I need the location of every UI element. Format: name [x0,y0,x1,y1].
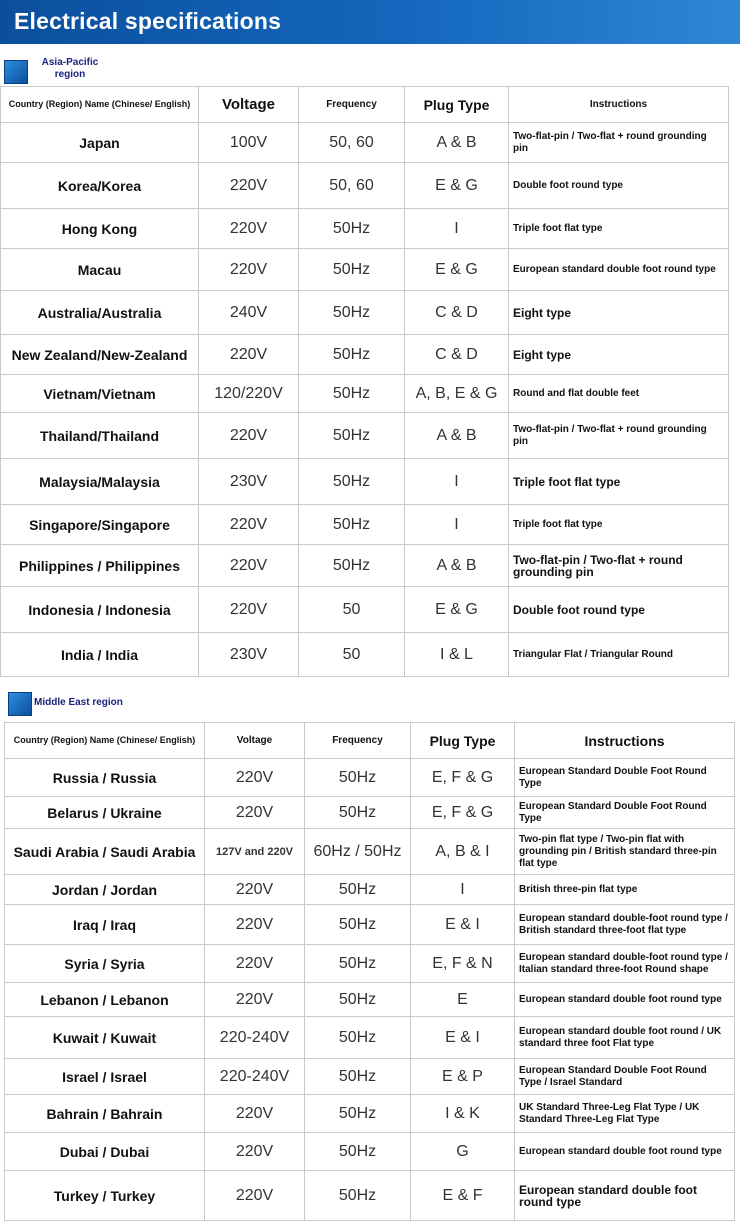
country-cell: Turkey / Turkey [5,1171,205,1221]
table-row [1,505,729,545]
instructions-cell: European standard double-foot round type / Italian standard three-foot Round shape [515,945,735,983]
voltage-cell: 220V [199,587,299,633]
header-instructions: Instructions [509,87,729,123]
table-row [5,1171,735,1221]
middle-east-table [4,722,735,1221]
country-cell: Israel / Israel [5,1059,205,1095]
instructions-cell: Eight type [509,291,729,335]
country-cell: Malaysia/Malaysia [1,459,199,505]
voltage-cell: 220-240V [205,1017,305,1059]
instructions-cell: Double foot round type [509,587,729,633]
plug-type-cell: I & L [405,633,509,677]
voltage-cell: 220V [205,759,305,797]
frequency-cell: 50Hz [299,413,405,459]
frequency-cell: 50Hz [299,375,405,413]
table-row [1,459,729,505]
country-cell: Russia / Russia [5,759,205,797]
country-cell: India / India [1,633,199,677]
voltage-cell: 100V [199,123,299,163]
voltage-cell: 220V [205,905,305,945]
country-cell: Jordan / Jordan [5,875,205,905]
frequency-cell: 50Hz [299,249,405,291]
instructions-cell: Double foot round type [509,163,729,209]
table-row [1,335,729,375]
plug-type-cell: E, F & G [411,759,515,797]
instructions-cell: Two-flat-pin / Two-flat + round grounding pin [509,123,729,163]
plug-type-cell: E & P [411,1059,515,1095]
country-cell: Kuwait / Kuwait [5,1017,205,1059]
country-cell: Lebanon / Lebanon [5,983,205,1017]
frequency-cell: 50Hz [305,797,411,829]
region-title-middle-east: Middle East region [34,697,123,708]
voltage-cell: 127V and 220V [205,829,305,875]
table-row [1,209,729,249]
country-cell: Vietnam/Vietnam [1,375,199,413]
plug-type-cell: E [411,983,515,1017]
plug-type-cell: I & K [411,1095,515,1133]
table-row [5,759,735,797]
page-title: Electrical specifications [14,8,282,34]
instructions-cell: European Standard Double Foot Round Type [515,797,735,829]
voltage-cell: 220V [205,875,305,905]
plug-type-cell: E, F & N [411,945,515,983]
table-row [1,163,729,209]
country-cell: Saudi Arabia / Saudi Arabia [5,829,205,875]
plug-type-cell: C & D [405,335,509,375]
voltage-cell: 220V [199,249,299,291]
plug-type-cell: C & D [405,291,509,335]
header-country: Country (Region) Name (Chinese/ English) [1,87,199,123]
header-voltage: Voltage [199,87,299,123]
country-cell: Iraq / Iraq [5,905,205,945]
country-cell: Indonesia / Indonesia [1,587,199,633]
frequency-cell: 50Hz [305,875,411,905]
frequency-cell: 50Hz [299,459,405,505]
region-title-asia: Asia-Pacific region [41,57,99,80]
header-frequency: Frequency [305,723,411,759]
table-row [5,1133,735,1171]
instructions-cell: Two-flat-pin / Two-flat + round grounding pin [509,545,729,587]
frequency-cell: 50Hz [305,945,411,983]
country-cell: Philippines / Philippines [1,545,199,587]
instructions-cell: European standard double foot round / UK standard three foot Flat type [515,1017,735,1059]
table-row [1,123,729,163]
instructions-cell: European Standard Double Foot Round Type [515,759,735,797]
voltage-cell: 230V [199,633,299,677]
table-row [5,945,735,983]
instructions-cell: Two-flat-pin / Two-flat + round grounding pin [509,413,729,459]
voltage-cell: 220V [205,1171,305,1221]
voltage-cell: 220V [205,797,305,829]
instructions-cell: Triple foot flat type [509,459,729,505]
voltage-cell: 220V [199,545,299,587]
instructions-cell: Eight type [509,335,729,375]
country-cell: Macau [1,249,199,291]
plug-type-cell: E & I [411,1017,515,1059]
plug-type-cell: G [411,1133,515,1171]
table-row [5,983,735,1017]
table-row [1,545,729,587]
frequency-cell: 60Hz / 50Hz [305,829,411,875]
frequency-cell: 50, 60 [299,123,405,163]
voltage-cell: 230V [199,459,299,505]
table-row [1,587,729,633]
frequency-cell: 50Hz [305,905,411,945]
header-plug-type: Plug Type [405,87,509,123]
frequency-cell: 50Hz [305,759,411,797]
region-marker-icon [4,60,28,84]
plug-type-cell: A, B & I [411,829,515,875]
plug-type-cell: E & I [411,905,515,945]
table-row [5,829,735,875]
country-cell: Thailand/Thailand [1,413,199,459]
header-country: Country (Region) Name (Chinese/ English) [5,723,205,759]
table-row [5,797,735,829]
voltage-cell: 220-240V [205,1059,305,1095]
plug-type-cell: I [411,875,515,905]
header-instructions: Instructions [515,723,735,759]
title-banner [0,0,740,44]
voltage-cell: 120/220V [199,375,299,413]
frequency-cell: 50Hz [299,335,405,375]
country-cell: Syria / Syria [5,945,205,983]
frequency-cell: 50Hz [299,209,405,249]
country-cell: Korea/Korea [1,163,199,209]
frequency-cell: 50 [299,633,405,677]
plug-type-cell: E & F [411,1171,515,1221]
voltage-cell: 220V [205,945,305,983]
plug-type-cell: E & G [405,587,509,633]
voltage-cell: 220V [205,983,305,1017]
voltage-cell: 220V [199,413,299,459]
frequency-cell: 50Hz [299,505,405,545]
instructions-cell: European Standard Double Foot Round Type / Israel Standard [515,1059,735,1095]
voltage-cell: 220V [205,1133,305,1171]
voltage-cell: 220V [205,1095,305,1133]
country-cell: Australia/Australia [1,291,199,335]
instructions-cell: Triangular Flat / Triangular Round [509,633,729,677]
voltage-cell: 220V [199,209,299,249]
country-cell: Hong Kong [1,209,199,249]
table-row [1,413,729,459]
frequency-cell: 50Hz [305,1133,411,1171]
voltage-cell: 220V [199,335,299,375]
frequency-cell: 50Hz [305,1095,411,1133]
plug-type-cell: A & B [405,123,509,163]
plug-type-cell: E, F & G [411,797,515,829]
plug-type-cell: E & G [405,249,509,291]
frequency-cell: 50Hz [299,545,405,587]
plug-type-cell: A & B [405,413,509,459]
frequency-cell: 50Hz [305,1171,411,1221]
table-row [5,1017,735,1059]
instructions-cell: British three-pin flat type [515,875,735,905]
country-cell: Dubai / Dubai [5,1133,205,1171]
table-row [5,905,735,945]
frequency-cell: 50, 60 [299,163,405,209]
table-row [1,291,729,335]
voltage-cell: 220V [199,505,299,545]
country-cell: Belarus / Ukraine [5,797,205,829]
voltage-cell: 220V [199,163,299,209]
table-row [5,1059,735,1095]
instructions-cell: European standard double foot round type [515,983,735,1017]
country-cell: Singapore/Singapore [1,505,199,545]
instructions-cell: European standard double-foot round type / British standard three-foot flat type [515,905,735,945]
instructions-cell: UK Standard Three-Leg Flat Type / UK Standard Three-Leg Flat Type [515,1095,735,1133]
country-cell: New Zealand/New-Zealand [1,335,199,375]
plug-type-cell: A, B, E & G [405,375,509,413]
frequency-cell: 50Hz [299,291,405,335]
frequency-cell: 50 [299,587,405,633]
country-cell: Bahrain / Bahrain [5,1095,205,1133]
table-row [1,249,729,291]
instructions-cell: European standard double foot round type [515,1171,735,1221]
table-row [5,875,735,905]
plug-type-cell: I [405,209,509,249]
plug-type-cell: E & G [405,163,509,209]
plug-type-cell: I [405,459,509,505]
header-voltage: Voltage [205,723,305,759]
plug-type-cell: A & B [405,545,509,587]
instructions-cell: European standard double foot round type [509,249,729,291]
table-row [5,1095,735,1133]
instructions-cell: Triple foot flat type [509,505,729,545]
country-cell: Japan [1,123,199,163]
instructions-cell: Round and flat double feet [509,375,729,413]
frequency-cell: 50Hz [305,1059,411,1095]
plug-type-cell: I [405,505,509,545]
table-row [1,633,729,677]
frequency-cell: 50Hz [305,983,411,1017]
header-frequency: Frequency [299,87,405,123]
instructions-cell: Triple foot flat type [509,209,729,249]
table-row [1,375,729,413]
frequency-cell: 50Hz [305,1017,411,1059]
region-marker-icon [8,692,32,716]
header-plug-type: Plug Type [411,723,515,759]
asia-pacific-table [0,86,729,677]
instructions-cell: Two-pin flat type / Two-pin flat with grounding pin / British standard three-pin flat type [515,829,735,875]
voltage-cell: 240V [199,291,299,335]
instructions-cell: European standard double foot round type [515,1133,735,1171]
